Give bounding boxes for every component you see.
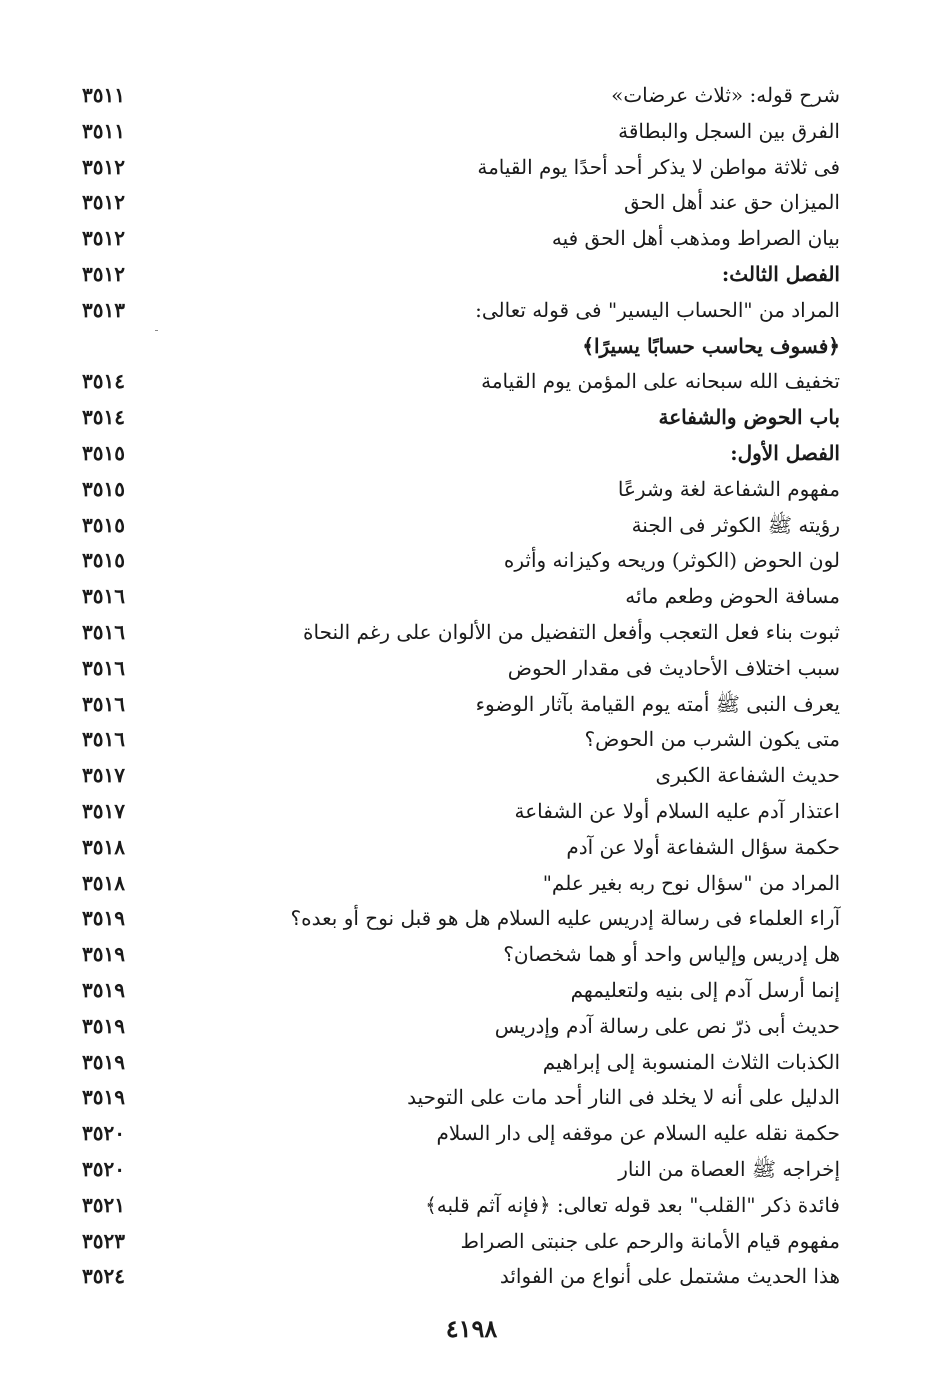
toc-entry bbox=[70, 722, 840, 758]
toc-entry-page: ٣٥١٧ bbox=[82, 763, 125, 788]
toc-entry-title: حكمة نقله عليه السلام عن موقفه إلى دار السلام bbox=[436, 1121, 840, 1146]
toc-entry-page: ٣٥١٣ bbox=[82, 297, 125, 322]
toc-entry-page: ٣٥١٦ bbox=[82, 584, 125, 609]
toc-entry bbox=[70, 1152, 840, 1188]
toc-entry-title: ثبوت بناء فعل التعجب وأفعل التفضيل من الألوان على رغم النحاة bbox=[303, 619, 840, 644]
toc-entry bbox=[70, 1188, 840, 1224]
toc-entry bbox=[70, 150, 840, 186]
toc-entry bbox=[70, 1045, 840, 1081]
toc-entry-page: ٣٥١٢ bbox=[82, 261, 125, 286]
toc-entry bbox=[70, 1009, 840, 1045]
toc-entry bbox=[70, 687, 840, 723]
page-number: ٤١٩٨ bbox=[445, 1314, 498, 1343]
toc-entry-title: مفهوم قيام الأمانة والرحم على جنبتى الصراط bbox=[460, 1228, 840, 1253]
toc-entry-page: ٣٥١٢ bbox=[82, 190, 125, 215]
toc-entry bbox=[70, 830, 840, 866]
toc-entry-page: ٣٥٢٠ bbox=[82, 1156, 125, 1181]
toc-entry-page: ٣٥٢١ bbox=[82, 1192, 125, 1217]
toc-entry-page: ٣٥١٩ bbox=[82, 1085, 125, 1110]
toc-entry-page: ٣٥١٩ bbox=[82, 977, 125, 1002]
toc-entry bbox=[70, 543, 840, 579]
toc-entry-title: يعرف النبى ﷺ أمته يوم القيامة بآثار الوضوء bbox=[475, 691, 840, 716]
toc-entry-title: مفهوم الشفاعة لغة وشرعًا bbox=[617, 476, 840, 501]
toc-entry bbox=[70, 901, 840, 937]
toc-entry-page: ٣٥١٥ bbox=[82, 548, 125, 573]
toc-entry-page: ٣٥٢٠ bbox=[82, 1121, 125, 1146]
toc-entry-title: فائدة ذكر "القلب" بعد قوله تعالى: ﴿فإنه آثم قلبه﴾ bbox=[425, 1192, 840, 1217]
toc-entry-title: آراء العلماء فى رسالة إدريس عليه السلام هل هو قبل نوح أو بعده؟ bbox=[290, 906, 840, 931]
toc-entry-page: ٣٥١٤ bbox=[82, 405, 125, 430]
toc-entry-title: اعتذار آدم عليه السلام أولا عن الشفاعة bbox=[514, 798, 840, 823]
toc-entry-page: ٣٥١٥ bbox=[82, 512, 125, 537]
toc-entry-title: حديث أبى ذرّ نص على رسالة آدم وإدريس bbox=[494, 1013, 840, 1038]
toc-entry-page: ٣٥١٩ bbox=[82, 942, 125, 967]
toc-entry-page: ٣٥١٦ bbox=[82, 619, 125, 644]
toc-entry-title: الفصل الثالث: bbox=[721, 261, 840, 286]
toc-entry bbox=[70, 472, 840, 508]
toc-entry bbox=[70, 508, 840, 544]
toc-entry-title: رؤيته ﷺ الكوثر فى الجنة bbox=[631, 512, 840, 537]
toc-entry-page: ٣٥٢٣ bbox=[82, 1228, 125, 1253]
table-of-contents bbox=[70, 78, 840, 1295]
toc-entry-title: ﴿فسوف يحاسب حسابًا يسيرًا﴾ bbox=[582, 333, 840, 358]
toc-entry-title: المراد من "الحساب اليسير" فى قوله تعالى: bbox=[475, 297, 840, 322]
toc-entry-page: ٣٥١٤ bbox=[82, 369, 125, 394]
page-speck bbox=[155, 330, 158, 331]
toc-entry-page: ٣٥١٩ bbox=[82, 1049, 125, 1074]
toc-entry-page: ٣٥٢٤ bbox=[82, 1264, 125, 1289]
toc-entry bbox=[70, 78, 840, 114]
toc-entry-page: ٣٥١٨ bbox=[82, 870, 125, 895]
toc-entry bbox=[70, 1116, 840, 1152]
toc-entry-title: الدليل على أنه لا يخلد فى النار أحد مات على التوحيد bbox=[407, 1085, 840, 1110]
toc-entry-title: هذا الحديث مشتمل على أنواع من الفوائد bbox=[499, 1264, 840, 1289]
toc-entry bbox=[70, 579, 840, 615]
toc-entry bbox=[70, 1080, 840, 1116]
toc-entry-page: ٣٥١٥ bbox=[82, 440, 125, 465]
toc-entry bbox=[70, 436, 840, 472]
toc-entry bbox=[70, 1224, 840, 1260]
toc-entry-title: الكذبات الثلاث المنسوبة إلى إبراهيم bbox=[542, 1049, 840, 1074]
toc-entry-title: سبب اختلاف الأحاديث فى مقدار الحوض bbox=[507, 655, 840, 680]
toc-entry-title: باب الحوض والشفاعة bbox=[658, 405, 840, 430]
toc-entry bbox=[70, 758, 840, 794]
toc-entry-title: إخراجه ﷺ العصاة من النار bbox=[618, 1156, 840, 1181]
toc-entry-page: ٣٥١٩ bbox=[82, 906, 125, 931]
toc-entry bbox=[70, 185, 840, 221]
toc-entry-page: ٣٥١٢ bbox=[82, 226, 125, 251]
toc-entry-page: ٣٥١٢ bbox=[82, 154, 125, 179]
toc-entry-title: شرح قوله: «ثلاث عرضات» bbox=[611, 83, 840, 107]
toc-entry-page: ٣٥١٧ bbox=[82, 798, 125, 823]
toc-entry bbox=[70, 1259, 840, 1295]
toc-entry-page: ٣٥١٦ bbox=[82, 727, 125, 752]
toc-entry bbox=[70, 651, 840, 687]
toc-entry bbox=[70, 400, 840, 436]
toc-entry bbox=[70, 794, 840, 830]
toc-entry-page: ٣٥١٩ bbox=[82, 1013, 125, 1038]
toc-entry-title: فى ثلاثة مواطن لا يذكر أحد أحدًا يوم القيامة bbox=[477, 154, 840, 179]
toc-entry-page: ٣٥١٨ bbox=[82, 834, 125, 859]
toc-entry-title: بيان الصراط ومذهب أهل الحق فيه bbox=[551, 226, 840, 251]
toc-entry bbox=[70, 221, 840, 257]
toc-entry-page: ٣٥١١ bbox=[82, 83, 125, 107]
toc-entry-title: حكمة سؤال الشفاعة أولا عن آدم bbox=[566, 834, 840, 859]
toc-entry-title: تخفيف الله سبحانه على المؤمن يوم القيامة bbox=[481, 369, 840, 394]
toc-entry-page: ٣٥١٥ bbox=[82, 476, 125, 501]
toc-entry-title: إنما أرسل آدم إلى بنيه ولتعليمهم bbox=[570, 977, 840, 1002]
toc-entry bbox=[70, 114, 840, 150]
toc-entry-title: هل إدريس وإلياس واحد أو هما شخصان؟ bbox=[503, 942, 840, 967]
toc-entry-page: ٣٥١١ bbox=[82, 118, 125, 143]
toc-entry-title: المراد من "سؤال نوح ربه بغير علم" bbox=[542, 870, 840, 895]
toc-entry-title: الفصل الأول: bbox=[730, 440, 840, 465]
toc-entry-title: الميزان حق عند أهل الحق bbox=[624, 190, 840, 215]
toc-entry bbox=[70, 973, 840, 1009]
toc-entry-title: مسافة الحوض وطعم مائه bbox=[625, 584, 840, 609]
toc-entry-page: ٣٥١٦ bbox=[82, 691, 125, 716]
toc-entry-title: متى يكون الشرب من الحوض؟ bbox=[584, 727, 840, 752]
toc-entry bbox=[70, 364, 840, 400]
toc-entry bbox=[70, 293, 840, 329]
toc-entry bbox=[70, 257, 840, 293]
toc-entry-title: حديث الشفاعة الكبرى bbox=[655, 763, 840, 788]
toc-entry bbox=[70, 866, 840, 902]
toc-entry bbox=[70, 329, 840, 365]
toc-entry bbox=[70, 615, 840, 651]
toc-entry-title: لون الحوض (الكوثر) وريحه وكيزانه وأثره bbox=[503, 548, 840, 573]
toc-entry-title: الفرق بين السجل والبطاقة bbox=[618, 118, 840, 143]
toc-entry bbox=[70, 937, 840, 973]
toc-entry-page: ٣٥١٦ bbox=[82, 655, 125, 680]
